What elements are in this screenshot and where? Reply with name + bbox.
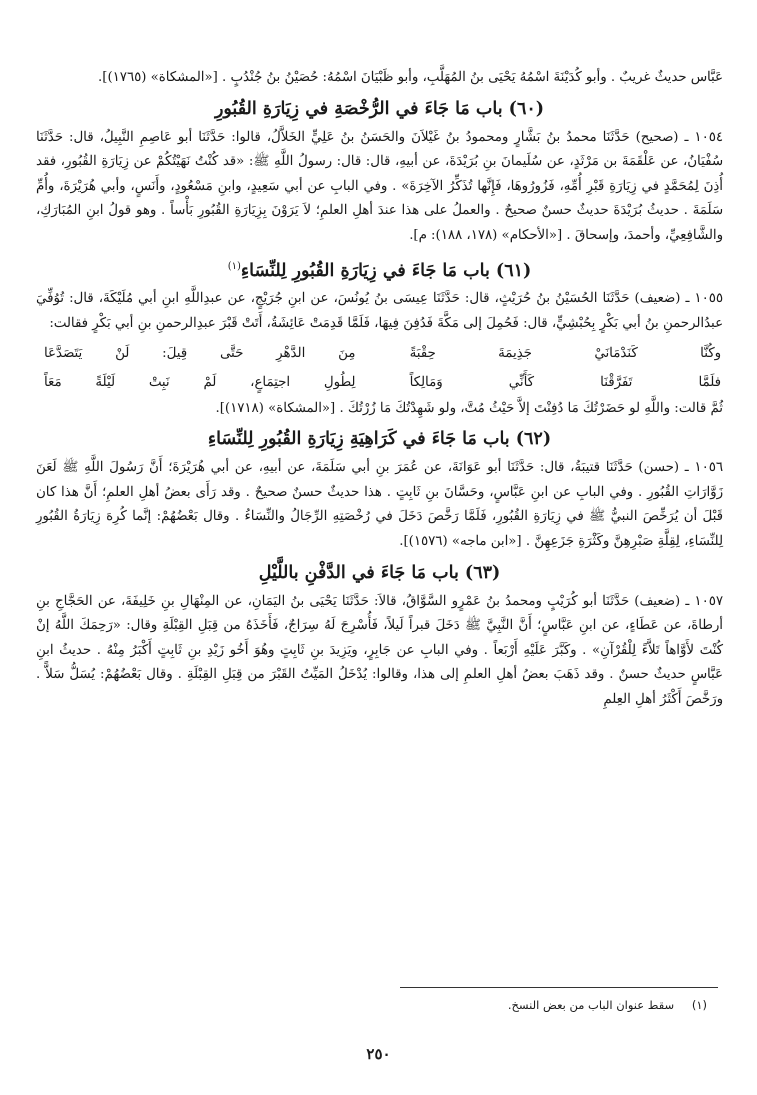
footnote-marker: (١) [227, 260, 241, 272]
footnote-number: (١) [691, 998, 707, 1012]
poem-hemistich: وكُنَّا كَنَدْمَانَيْ جَذِيمَةَ حِقْبَةً [409, 345, 721, 361]
poem [36, 339, 723, 397]
chapter-heading-62: (٦٢) باب مَا جَاءَ في كَرَاهِيَةِ زِيَارَةِ القُبُورِ لِلنِّسَاءِ [207, 429, 552, 450]
chapter-heading-61 [36, 253, 723, 285]
hadith-1056: ١٠٥٦ ـ (حسن) حَدَّثَنَا قتيبَةُ، قال: حَدَّثَنَا أبو عَوَانَةَ، عن عُمَرَ بنِ أبي سَلَمَةَ، عن أبيهِ، عن أبي هُرَيْرَةَ؛ أَنَّ رَسُولَ اللَّهِ ﷺ لَعَنَ زَوَّارَاتِ القُبُورِ . وفي البابِ عن ابنِ عَبَّاسٍ، وحَسَّانَ بنِ ثَابِتٍ . هذا حديثٌ حسنٌ صحيحٌ . وقد رَأَى بعضُ أهلِ العلمِ؛ أَنَّ هذا كان قَبْلَ أن يُرَخِّصَ النبيُّ ﷺ في زِيَارَةِ القُبُورِ، فَلَمَّا رَخَّصَ دَخَلَ في رُخْصَتِهِ الرِّجَالُ والنِّسَاءُ . وقال بَعْضُهُمْ: إنَّما كُرِهَ زِيَارَةُ القُبُورِ لِلنِّسَاءِ، لِقِلَّةِ صَبْرِهِنَّ وكَثْرَةِ جَزَعِهِنَّ . [«ابن ماجه» (١٥٧٦)]. [36, 460, 723, 549]
poem-hemistich: مِنَ الدَّهْرِ حَتَّى قِيلَ: لَنْ يَتَصَدَّعَا [44, 345, 356, 361]
footnote [508, 998, 707, 1012]
footnote-divider [400, 987, 718, 988]
page-number: ٢٥٠ [366, 1045, 391, 1063]
hadith-1054: ١٠٥٤ ـ (صحيح) حَدَّثَنَا محمدُ بنُ بَشَّارٍ ومحمودُ بنُ غَيْلاَنَ والحَسَنُ بنُ عَلِيٍّ الخَلاَّلُ، قالوا: حَدَّثَنَا أبو عَاصِمِ النَّبِيلُ، قال: حَدَّثَنَا سُفْيَانُ، عن عَلْقَمَةَ بن مَرْثَدٍ، عن سُلَيمانَ بنِ بُرَيْدَةَ، عن أبيهِ، قال: قال: رسولُ اللَّهِ ﷺ: «قد كُنْتُ نَهَيْتُكُمْ عن زِيَارَةِ القُبُورِ، فقد أُذِنَ لِمُحَمَّدٍ في زِيَارَةِ قَبْرِ أُمِّهِ، فَزُورُوهَا، فَإِنَّها تُذَكِّرُ الآخِرَةَ» . وفي البابِ عن أبي سَعِيدٍ، وابنِ مَسْعُودٍ، وأَنَسٍ، وأبي هُرَيْرَةَ، وأُمِّ سَلَمَةَ . حديثُ بُرَيْدَةَ حديثٌ حسنٌ صحيحٌ . والعملُ على هذا عندَ أهلِ العلمِ؛ لاَ يَرَوْنَ بِزِيَارَةِ القُبُورِ بَأْساً . وهو قولُ ابنِ المُبَارَكِ، والشَّافِعِيِّ، وأحمدَ، وإسحاقَ . [«الأحكام» (١٧٨، ١٨٨): م]. [36, 129, 723, 243]
poem-line [36, 339, 723, 368]
hadith-1057: ١٠٥٧ ـ (ضعيف) حَدَّثَنَا أبو كُرَيْبٍ ومحمدُ بنُ عَمْرٍو السَّوَّاقُ، قالاَ: حَدَّثَنَا يَحْيَى بنُ اليَمَانِ، عن المِنْهَالِ بنِ خَلِيفَةَ، عن الحَجَّاجِ بنِ أرطاةَ، عن عَطَاءٍ، عن ابنِ عَبَّاسٍ؛ أَنَّ النَّبِيَّ ﷺ دَخَلَ قبراً لَيلاً، فَأُسْرِجَ لَهُ سِرَاجٌ، فَأَخَذَهُ من قِبَلِ القِبْلَةِ وقال: «رَحِمَكَ اللَّهُ إنْ كُنْتَ لأَوَّاهاً تَلاَّءً لِلْقُرْآنِ» . وكَبَّرَ عَلَيْهِ أَرْبَعاً . وفي البابِ عن جَابِرٍ، ويَزِيدَ بنِ ثَابِتٍ وهُوَ أَخُو زَيْدِ بنِ ثَابِتٍ أَكْبَرُ مِنْهُ . حديثُ ابنِ عَبَّاسٍ حديثٌ حسنٌ . وقد ذَهَبَ بعضُ أهلِ العلمِ إلى هذا، وقالوا: يُدْخَلُ المَيِّتُ القَبْرَ من قِبَلِ القِبْلَةِ . وقال بَعْضُهُمْ: يُسَلُّ سَلاًّ . ورَخَّصَ أَكْثَرُ أهلِ العِلمِ [36, 593, 723, 707]
poem-hemistich: فلَمَّا تَفَرَّقْنَا كَأَنِّي وَمَالِكاً [409, 374, 721, 390]
hadith-1055: ١٠٥٥ ـ (ضعيف) حَدَّثَنَا الحُسَيْنُ بنُ حُرَيْثٍ، قال: حَدَّثَنَا عِيسَى بنُ يُونُسَ، عن ابنِ جُرَيْجٍ، عن عبدِاللَّهِ ابنِ أبي مُلَيْكَةَ، قال: تُوُفِّيَ عبدُالرحمنِ بنُ أبي بَكْرٍ بِحُبْشِيٍّ، قال: فَحُمِلَ إلى مَكَّةَ فَدُفِنَ فِيهَا، فَلَمَّا قَدِمَتْ عَائِشَةُ، أَتَتْ قَبْرَ عبدِالرحمنِ بنِ أبي بَكْرٍ فقالت: [36, 291, 723, 331]
footnote-text: سقط عنوان الباب من بعض النسخ. [507, 998, 675, 1012]
continued-paragraph: عَبَّاس حديثٌ غريبٌ . وأبو كُدَيْنَةَ اسْمُهُ يَحْيَى بنُ المُهَلَّبِ، وأبو ظَبْيَانَ اسْمُهُ: حُصَيْنُ بنُ جُنْدُبٍ . [«المشكاة» (١٧٦٥)]. [98, 70, 723, 85]
poem-line [36, 368, 723, 397]
chapter-heading-60: (٦٠) باب مَا جَاءَ في الرُّخْصَةِ في زِيَارَةِ القُبُورِ [214, 98, 545, 119]
chapter-heading-61-text: (٦١) باب مَا جَاءَ في زِيَارَةِ القُبُورِ لِلنِّسَاءِ [240, 260, 532, 281]
main-text [36, 66, 723, 715]
chapter-heading-63: (٦٣) باب مَا جَاءَ في الدَّفْنِ باللَّيْلِ [258, 562, 501, 583]
poem-hemistich: لِطُولِ اجتِمَاعٍ، لَمْ نَبِتْ لَيْلَةً مَعَاً [44, 374, 356, 390]
hadith-1055-end: ثُمَّ قالت: واللَّهِ لو حَضَرْتُكَ مَا دُفِنْتَ إلاَّ حَيْثُ مُتَّ، ولو شَهِدْتُكَ مَا زُرْتُكَ . [«المشكاة» (١٧١٨)]. [215, 400, 723, 416]
